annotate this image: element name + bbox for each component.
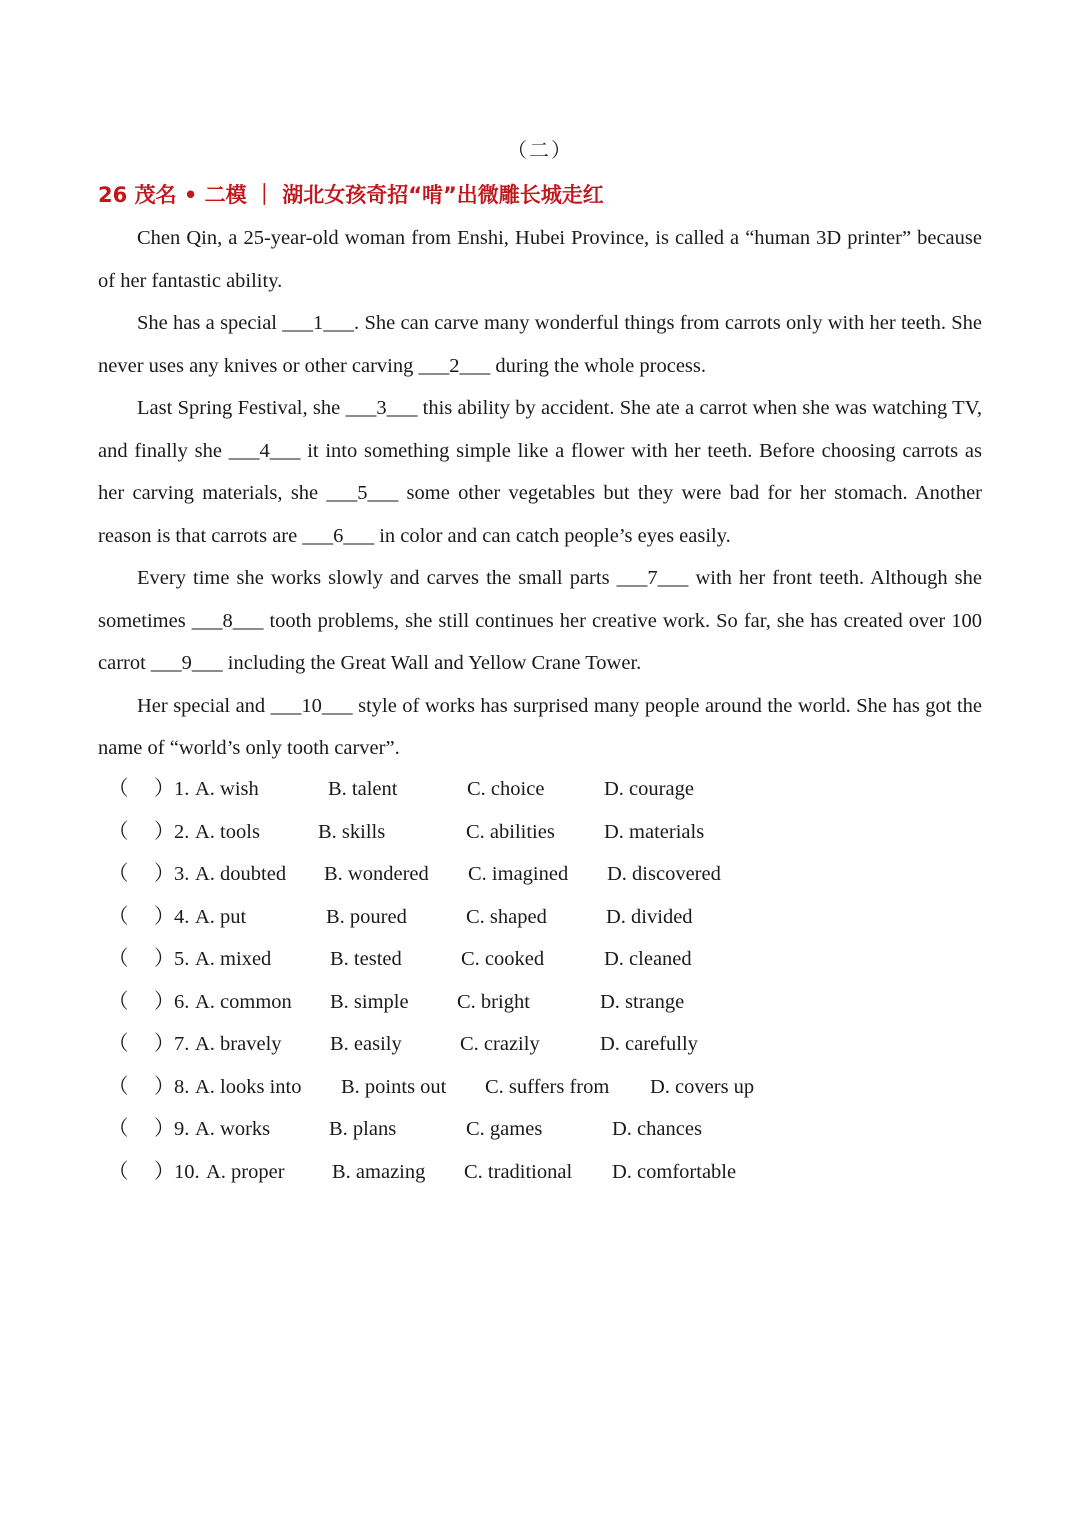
option-a: A. looks into [195, 1075, 302, 1098]
passage-paragraph: She has a special ___1___. She can carve many wonderful things from carrots only with her teeth. She never uses any knives or other carving ___2___ during the whole process. [98, 312, 982, 377]
question-number: 1. [174, 778, 190, 800]
option-c: C. abilities [466, 820, 555, 843]
question-number: 10. [174, 1160, 200, 1183]
passage-paragraph: Last Spring Festival, she ___3___ this ability by accident. She ate a carrot when she was watching TV, and finally she ___4___ it into something simple like a flower with her teeth. Before choosing carrots as her carving materials, she ___5___ some other vegetables but they were bad for her stomach. Another reason is that carrots are ___6___ in color and can catch people’s eyes easily. [98, 397, 982, 547]
option-d: D. materials [604, 820, 705, 843]
answer-paren-close: ） [154, 1118, 175, 1140]
answer-paren-open: （ [108, 990, 129, 1013]
option-d: D. chances [612, 1118, 702, 1140]
option-d: D. courage [604, 778, 694, 800]
answer-paren-open: （ [108, 905, 129, 928]
option-c: C. choice [467, 778, 545, 800]
option-b: B. points out [341, 1075, 447, 1098]
question-number: 8. [174, 1075, 190, 1098]
question-number: 9. [174, 1118, 190, 1140]
option-a: A. doubted [195, 863, 287, 885]
option-c: C. shaped [466, 905, 547, 928]
answer-paren-close: ） [154, 820, 175, 843]
option-d: D. cleaned [604, 948, 692, 970]
answer-paren-open: （ [108, 948, 129, 970]
option-row [98, 768, 982, 811]
answer-paren-open: （ [108, 778, 129, 800]
option-c: C. imagined [468, 863, 569, 885]
passage-paragraph: Every time she works slowly and carves the small parts ___7___ with her front teeth. Although she sometimes ___8___ tooth problems, she still continues her creative work. So far, she has created over 100 carrot ___9___ including the Great Wall and Yellow Crane Tower. [98, 567, 982, 674]
option-row [98, 981, 982, 1024]
option-c: C. crazily [460, 1033, 540, 1055]
option-a: A. mixed [195, 948, 272, 970]
option-a: A. put [195, 905, 247, 928]
option-d: D. covers up [650, 1075, 755, 1098]
passage-heading: 26 茂名 • 二模 ｜ 湖北女孩奇招“啃”出微雕长城走红 [98, 183, 604, 207]
passage-paragraph: Chen Qin, a 25-year-old woman from Enshi, Hubei Province, is called a “human 3D printer” because of her fantastic ability. [98, 227, 982, 292]
answer-paren-close: ） [154, 1160, 175, 1183]
option-b: B. simple [330, 990, 409, 1013]
option-b: B. tested [330, 948, 402, 970]
answer-paren-open: （ [108, 820, 129, 843]
option-c: C. games [466, 1118, 543, 1140]
option-c: C. bright [457, 990, 530, 1013]
question-number: 7. [174, 1033, 190, 1055]
option-row [98, 1151, 982, 1194]
answer-paren-close: ） [154, 905, 175, 928]
answer-paren-open: （ [108, 1075, 129, 1098]
answer-paren-close: ） [154, 1033, 175, 1055]
option-c: C. cooked [461, 948, 545, 970]
option-b: B. plans [329, 1118, 397, 1140]
option-d: D. discovered [607, 863, 721, 885]
question-number: 5. [174, 948, 190, 970]
option-row [98, 811, 982, 854]
section-title: （二） [507, 140, 573, 162]
answer-paren-close: ） [154, 1075, 175, 1098]
option-c: C. suffers from [485, 1075, 610, 1098]
option-row [98, 853, 982, 896]
option-b: B. poured [326, 905, 407, 928]
option-d: D. divided [606, 905, 693, 928]
option-a: A. common [195, 990, 292, 1013]
option-d: D. carefully [600, 1033, 698, 1055]
answer-paren-close: ） [154, 863, 175, 885]
option-row [98, 1108, 982, 1151]
answer-paren-open: （ [108, 1160, 129, 1183]
option-d: D. strange [600, 990, 685, 1013]
option-row [98, 938, 982, 981]
option-a: A. proper [206, 1160, 285, 1183]
option-b: B. amazing [332, 1160, 426, 1183]
question-number: 2. [174, 820, 190, 843]
options-list [98, 768, 982, 1193]
question-number: 3. [174, 863, 190, 885]
answer-paren-open: （ [108, 863, 129, 885]
option-c: C. traditional [464, 1160, 573, 1183]
option-a: A. works [195, 1118, 271, 1140]
option-d: D. comfortable [612, 1160, 737, 1183]
answer-paren-close: ） [154, 778, 175, 800]
option-row [98, 1023, 982, 1066]
passage [98, 217, 982, 770]
question-number: 6. [174, 990, 190, 1013]
option-b: B. skills [318, 820, 386, 843]
option-b: B. talent [328, 778, 398, 800]
option-a: A. tools [195, 820, 260, 843]
answer-paren-open: （ [108, 1033, 129, 1055]
answer-paren-close: ） [154, 948, 175, 970]
answer-paren-close: ） [154, 990, 175, 1013]
option-b: B. wondered [324, 863, 429, 885]
option-b: B. easily [330, 1033, 402, 1055]
passage-paragraph: Her special and ___10___ style of works has surprised many people around the world. She has got the name of “world’s only tooth carver”. [98, 694, 982, 759]
option-row [98, 1066, 982, 1109]
question-number: 4. [174, 905, 190, 928]
option-a: A. bravely [195, 1033, 282, 1055]
answer-paren-open: （ [108, 1118, 129, 1140]
option-a: A. wish [195, 778, 259, 800]
option-row [98, 896, 982, 939]
